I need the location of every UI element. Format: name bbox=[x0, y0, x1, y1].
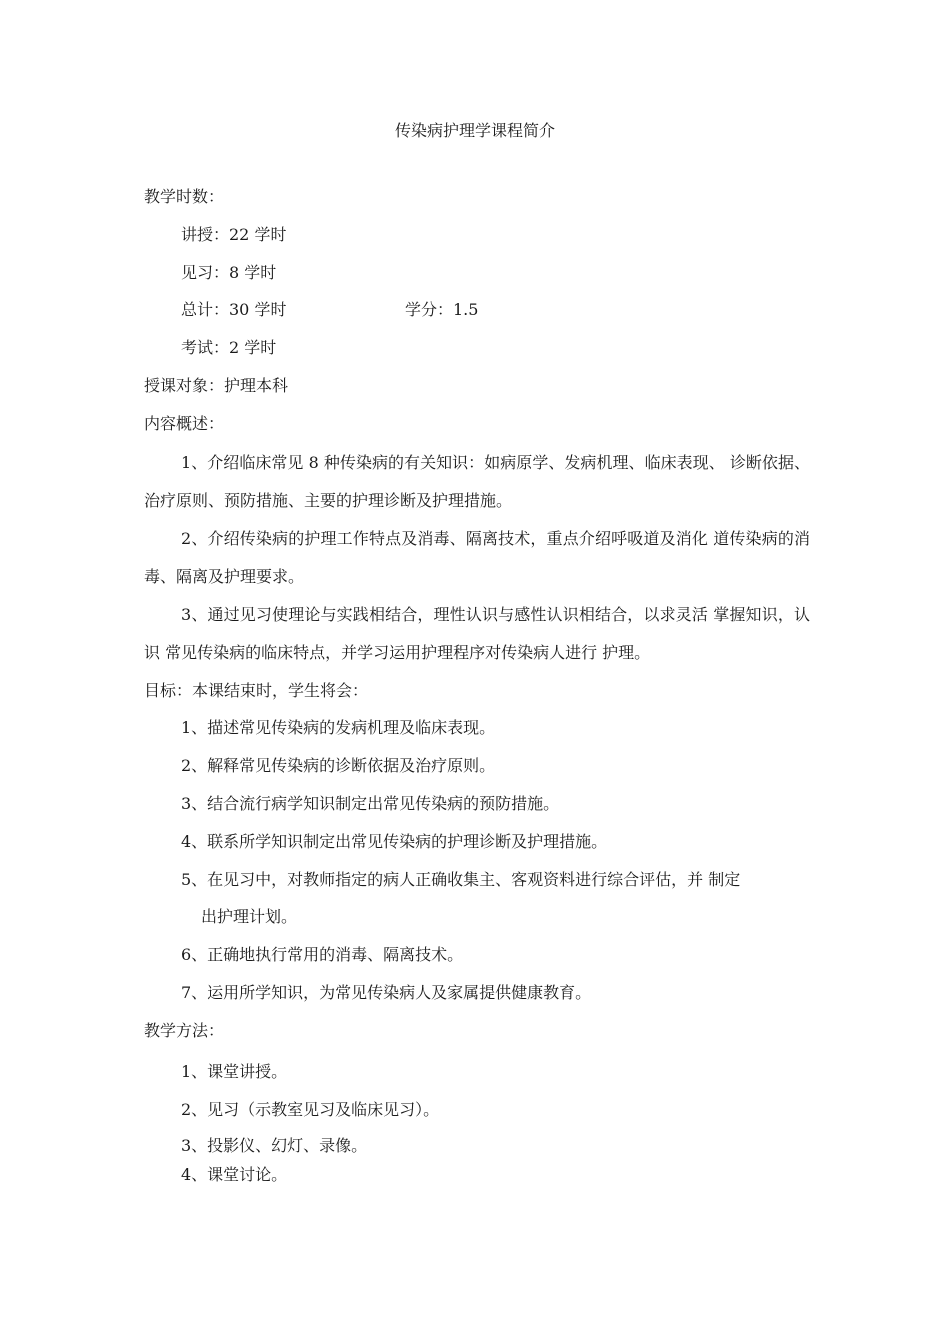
hours-total: 总计：30 学时 bbox=[181, 300, 287, 319]
hours-credits: 学分：1.5 bbox=[405, 300, 479, 319]
hours-exam: 考试：2 学时 bbox=[181, 338, 277, 357]
document-title: 传染病护理学课程简介 bbox=[394, 121, 555, 140]
hours-practice: 见习：8 学时 bbox=[181, 263, 277, 282]
method-item-2: 2、见习（示教室见习及临床见习）。 bbox=[181, 1100, 440, 1119]
method-item-1: 1、课堂讲授。 bbox=[181, 1062, 288, 1081]
hours-heading: 教学时数： bbox=[144, 187, 225, 206]
goal-item-6: 6、正确地执行常用的消毒、隔离技术。 bbox=[181, 945, 464, 964]
goal-item-4: 4、联系所学知识制定出常见传染病的护理诊断及护理措施。 bbox=[181, 832, 608, 851]
methods-heading: 教学方法： bbox=[144, 1021, 225, 1040]
goal-item-5-cont: 出护理计划。 bbox=[201, 907, 298, 926]
method-item-3: 3、投影仪、幻灯、录像。 bbox=[181, 1136, 368, 1155]
goals-heading: 目标：本课结束时，学生将会： bbox=[144, 681, 369, 700]
overview-heading: 内容概述： bbox=[144, 414, 225, 433]
overview-item-3: 3、通过见习使理论与实践相结合，理性认识与感性认识相结合，以求灵活 掌握知识，认识 常见传染病的临床特点，并学习运用护理程序对传染病人进行 护理。 bbox=[144, 605, 810, 662]
overview-item-1: 1、介绍临床常见 8 种传染病的有关知识：如病原学、发病机理、临床表现、 诊断依据、治疗原则、预防措施、主要的护理诊断及护理措施。 bbox=[144, 453, 810, 510]
audience: 授课对象：护理本科 bbox=[144, 376, 289, 395]
goal-item-5: 5、在见习中，对教师指定的病人正确收集主、客观资料进行综合评估，并 制定 bbox=[181, 870, 741, 889]
hours-lecture: 讲授：22 学时 bbox=[181, 225, 287, 244]
goal-item-7: 7、运用所学知识，为常见传染病人及家属提供健康教育。 bbox=[181, 983, 592, 1002]
overview-item-2: 2、介绍传染病的护理工作特点及消毒、隔离技术，重点介绍呼吸道及消化 道传染病的消毒、隔离及护理要求。 bbox=[144, 529, 810, 586]
goal-item-1: 1、描述常见传染病的发病机理及临床表现。 bbox=[181, 718, 496, 737]
goal-item-3: 3、结合流行病学知识制定出常见传染病的预防措施。 bbox=[181, 794, 560, 813]
goal-item-2: 2、解释常见传染病的诊断依据及治疗原则。 bbox=[181, 756, 496, 775]
method-item-4: 4、课堂讨论。 bbox=[181, 1165, 288, 1184]
